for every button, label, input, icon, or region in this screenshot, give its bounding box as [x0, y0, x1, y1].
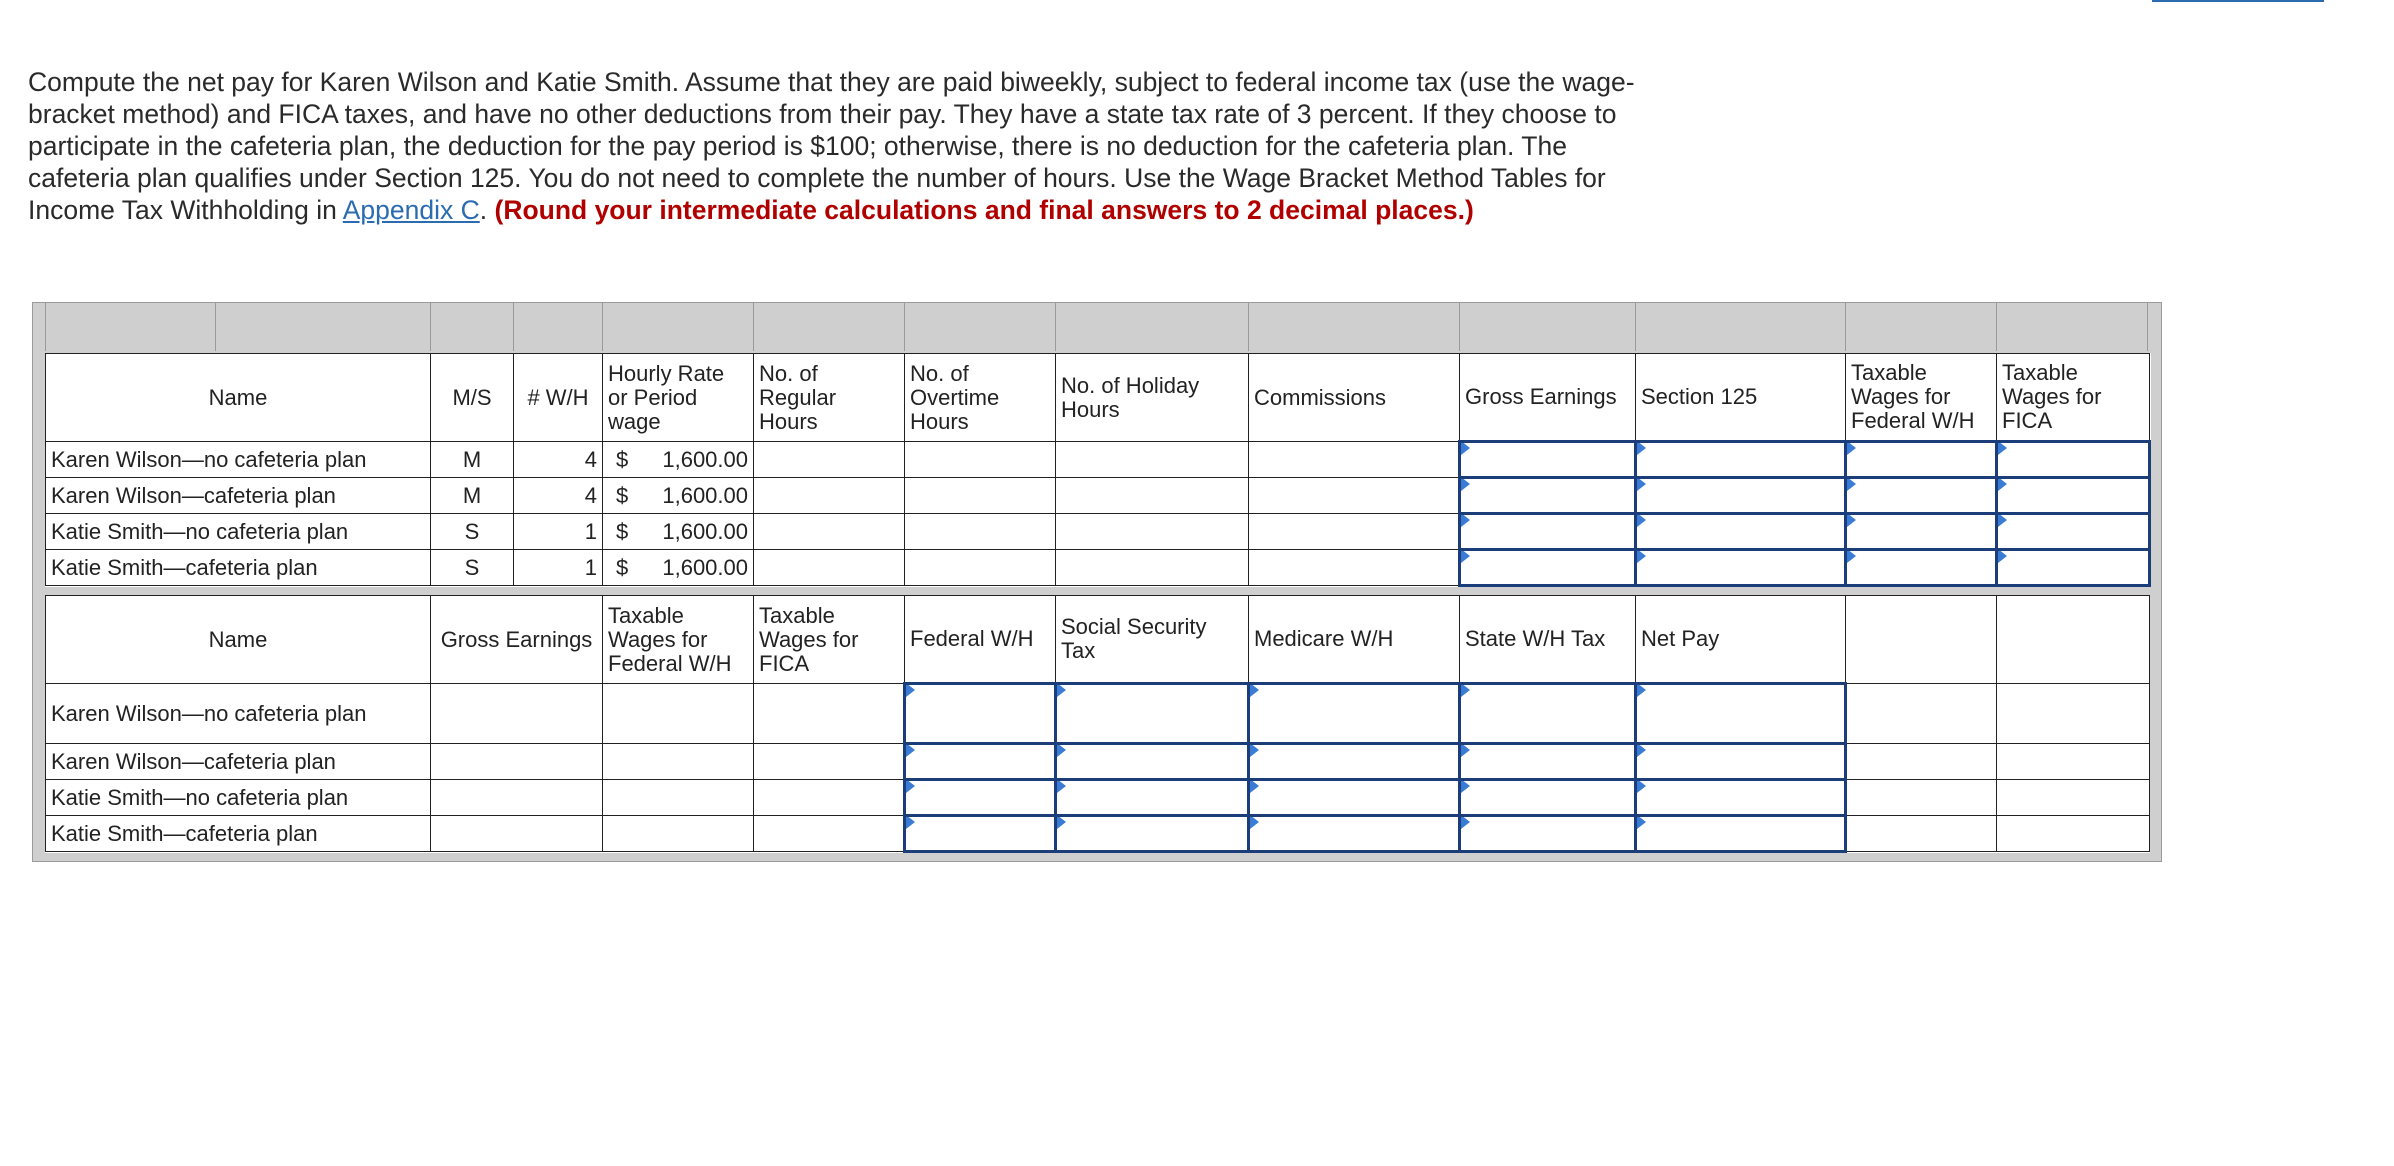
holiday-hours-cell — [1056, 478, 1249, 514]
social-security-input[interactable] — [1056, 780, 1249, 816]
medicare-input[interactable] — [1249, 684, 1460, 744]
header-net-pay: Net Pay — [1636, 596, 1846, 684]
holiday-hours-cell — [1056, 442, 1249, 478]
row-rate — [603, 550, 754, 586]
gross-cell — [431, 744, 603, 780]
regular-hours-cell — [754, 478, 905, 514]
taxable-fica-input[interactable] — [1997, 550, 2150, 586]
section-125-input[interactable] — [1636, 514, 1846, 550]
row-name: Karen Wilson—no cafeteria plan — [46, 442, 431, 478]
taxable-fica-cell — [754, 684, 905, 744]
header-medicare: Medicare W/H — [1249, 596, 1460, 684]
worksheet — [32, 302, 2162, 862]
federal-wh-input[interactable] — [905, 684, 1056, 744]
question-body-end: . — [479, 195, 495, 225]
overtime-hours-cell — [905, 478, 1056, 514]
regular-hours-cell — [754, 442, 905, 478]
net-pay-input[interactable] — [1636, 684, 1846, 744]
social-security-input[interactable] — [1056, 816, 1249, 852]
taxable-fica-input[interactable] — [1997, 478, 2150, 514]
overtime-hours-cell — [905, 550, 1056, 586]
regular-hours-cell — [754, 514, 905, 550]
empty-cell — [1997, 816, 2150, 852]
rate-value: 1,600.00 — [662, 518, 748, 544]
empty-cell — [1846, 780, 1997, 816]
net-pay-input[interactable] — [1636, 744, 1846, 780]
net-pay-input[interactable] — [1636, 780, 1846, 816]
empty-cell — [1846, 684, 1997, 744]
row-wh: 1 — [514, 514, 603, 550]
taxable-fica-cell — [754, 816, 905, 852]
table1-header-row — [46, 354, 2150, 442]
rate-value: 1,600.00 — [662, 554, 748, 580]
commissions-cell — [1249, 478, 1460, 514]
taxable-fica-cell — [754, 744, 905, 780]
row-name: Katie Smith—cafeteria plan — [46, 550, 431, 586]
gross-cell — [431, 816, 603, 852]
taxable-federal-input[interactable] — [1846, 514, 1997, 550]
gross-cell — [431, 780, 603, 816]
table-row — [46, 684, 2150, 744]
header-taxable-fica: Taxable Wages for FICA — [1997, 354, 2150, 442]
federal-wh-input[interactable] — [905, 744, 1056, 780]
dollar-sign: $ — [616, 482, 629, 508]
taxable-federal-input[interactable] — [1846, 478, 1997, 514]
taxable-federal-cell — [603, 744, 754, 780]
section-125-input[interactable] — [1636, 478, 1846, 514]
taxable-federal-cell — [603, 780, 754, 816]
row-rate — [603, 514, 754, 550]
header-section-125: Section 125 — [1636, 354, 1846, 442]
taxable-federal-cell — [603, 816, 754, 852]
header-holiday-hours: No. of Holiday Hours — [1056, 354, 1249, 442]
table2-header-row — [46, 596, 2150, 684]
gross-earnings-input[interactable] — [1460, 442, 1636, 478]
overtime-hours-cell — [905, 442, 1056, 478]
payroll-table-2 — [45, 595, 2150, 853]
empty-header — [1846, 596, 1997, 684]
row-name: Karen Wilson—no cafeteria plan — [46, 684, 431, 744]
federal-wh-input[interactable] — [905, 780, 1056, 816]
header-commissions: Commissions — [1249, 354, 1460, 442]
row-ms: S — [431, 514, 514, 550]
top-accent-bar — [2152, 0, 2324, 2]
appendix-c-link[interactable]: Appendix C — [342, 195, 480, 225]
empty-cell — [1997, 744, 2150, 780]
header-taxable-fica: Taxable Wages for FICA — [754, 596, 905, 684]
table-row — [46, 442, 2150, 478]
medicare-input[interactable] — [1249, 780, 1460, 816]
overtime-hours-cell — [905, 514, 1056, 550]
empty-cell — [1846, 744, 1997, 780]
commissions-cell — [1249, 442, 1460, 478]
header-federal-wh: Federal W/H — [905, 596, 1056, 684]
empty-cell — [1997, 684, 2150, 744]
header-name: Name — [46, 596, 431, 684]
row-wh: 4 — [514, 442, 603, 478]
medicare-input[interactable] — [1249, 744, 1460, 780]
header-taxable-federal: Taxable Wages for Federal W/H — [1846, 354, 1997, 442]
regular-hours-cell — [754, 550, 905, 586]
rate-value: 1,600.00 — [662, 446, 748, 472]
table-row — [46, 816, 2150, 852]
row-wh: 4 — [514, 478, 603, 514]
holiday-hours-cell — [1056, 550, 1249, 586]
row-wh: 1 — [514, 550, 603, 586]
taxable-fica-cell — [754, 780, 905, 816]
table-row — [46, 780, 2150, 816]
taxable-fica-input[interactable] — [1997, 514, 2150, 550]
row-name: Katie Smith—no cafeteria plan — [46, 780, 431, 816]
gross-cell — [431, 684, 603, 744]
payroll-table-1 — [45, 353, 2151, 587]
gross-earnings-input[interactable] — [1460, 478, 1636, 514]
social-security-input[interactable] — [1056, 684, 1249, 744]
section-125-input[interactable] — [1636, 550, 1846, 586]
section-125-input[interactable] — [1636, 442, 1846, 478]
header-overtime-hours: No. of Overtime Hours — [905, 354, 1056, 442]
question-body: Compute the net pay for Karen Wilson and Katie Smith. Assume that they are paid biweekly, subject to federal income tax (use the wage-bracket method) and FICA taxes, and have no other deductions from their pay. They have a state tax rate of 3 percent. If they choose to participate in the cafeteria plan, the deduction for the pay period is $100; otherwise, there is no deduction for the cafeteria plan. The cafeteria plan qualifies under Section 125. You do not need to complete the number of hours. Use the Wage Bracket Method Tables for Income Tax Withholding in — [28, 67, 1635, 225]
header-name: Name — [46, 354, 431, 442]
taxable-fica-input[interactable] — [1997, 442, 2150, 478]
taxable-federal-input[interactable] — [1846, 442, 1997, 478]
gross-earnings-input[interactable] — [1460, 550, 1636, 586]
dollar-sign: $ — [616, 446, 629, 472]
social-security-input[interactable] — [1056, 744, 1249, 780]
taxable-federal-cell — [603, 684, 754, 744]
header-taxable-federal: Taxable Wages for Federal W/H — [603, 596, 754, 684]
row-rate — [603, 478, 754, 514]
state-wh-input[interactable] — [1460, 744, 1636, 780]
state-wh-input[interactable] — [1460, 780, 1636, 816]
empty-cell — [1846, 816, 1997, 852]
dollar-sign: $ — [616, 518, 629, 544]
table-row — [46, 744, 2150, 780]
question-text — [28, 66, 1668, 226]
rounding-instruction: (Round your intermediate calculations and final answers to 2 decimal places.) — [494, 195, 1474, 225]
row-ms: S — [431, 550, 514, 586]
header-social-security: Social Security Tax — [1056, 596, 1249, 684]
commissions-cell — [1249, 550, 1460, 586]
row-name: Katie Smith—cafeteria plan — [46, 816, 431, 852]
header-state-wh: State W/H Tax — [1460, 596, 1636, 684]
state-wh-input[interactable] — [1460, 816, 1636, 852]
dollar-sign: $ — [616, 554, 629, 580]
header-wh: # W/H — [514, 354, 603, 442]
empty-cell — [1997, 780, 2150, 816]
state-wh-input[interactable] — [1460, 684, 1636, 744]
row-ms: M — [431, 442, 514, 478]
table-row — [46, 550, 2150, 586]
medicare-input[interactable] — [1249, 816, 1460, 852]
row-ms: M — [431, 478, 514, 514]
row-rate — [603, 442, 754, 478]
empty-header — [1997, 596, 2150, 684]
table-row — [46, 514, 2150, 550]
header-regular-hours: No. of Regular Hours — [754, 354, 905, 442]
header-gross-earnings: Gross Earnings — [1460, 354, 1636, 442]
row-name: Karen Wilson—cafeteria plan — [46, 478, 431, 514]
holiday-hours-cell — [1056, 514, 1249, 550]
table-row — [46, 478, 2150, 514]
gross-earnings-input[interactable] — [1460, 514, 1636, 550]
row-name: Karen Wilson—cafeteria plan — [46, 744, 431, 780]
row-name: Katie Smith—no cafeteria plan — [46, 514, 431, 550]
federal-wh-input[interactable] — [905, 816, 1056, 852]
header-rate: Hourly Rate or Period wage — [603, 354, 754, 442]
taxable-federal-input[interactable] — [1846, 550, 1997, 586]
rate-value: 1,600.00 — [662, 482, 748, 508]
header-gross-earnings: Gross Earnings — [431, 596, 603, 684]
commissions-cell — [1249, 514, 1460, 550]
header-ms: M/S — [431, 354, 514, 442]
net-pay-input[interactable] — [1636, 816, 1846, 852]
